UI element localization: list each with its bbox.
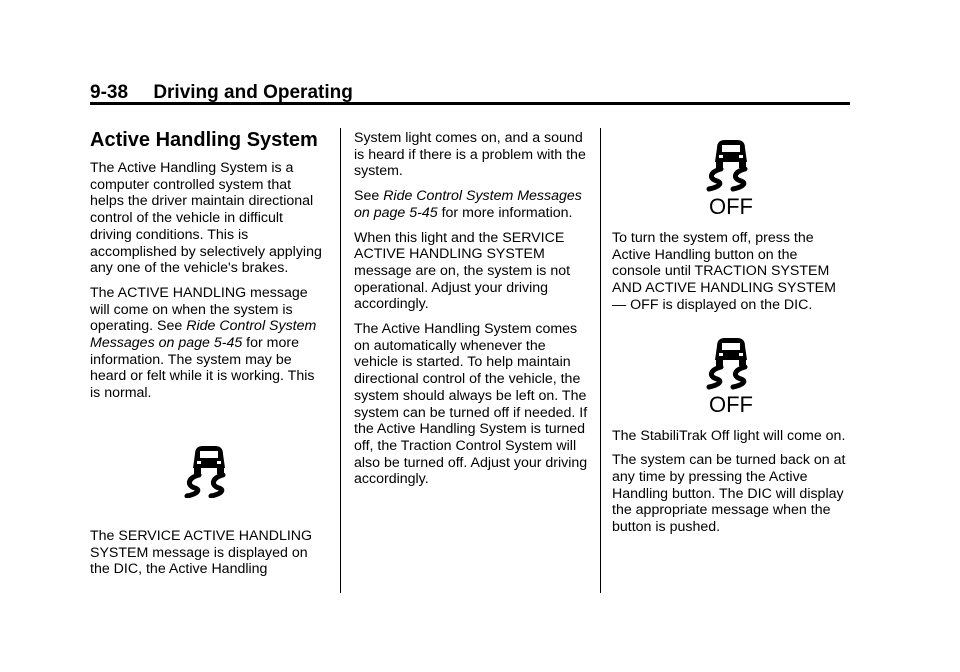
stability-control-icon-box (90, 442, 328, 498)
stability-off-icon-box-2 (612, 334, 850, 414)
paragraph-not-operational: When this light and the SERVICE ACTIVE HANDLING SYSTEM message are on, the system is not operational. Adjust your driving accordingly. (354, 229, 571, 313)
off-label: OFF (709, 194, 753, 216)
column-1 (90, 128, 328, 586)
stability-control-off-icon (704, 334, 758, 414)
column-divider-2 (600, 128, 601, 593)
section-title: Driving and Operating (153, 82, 353, 103)
paragraph-turn-back-on: The system can be turned back on at any time by pressing the Active Handling button. The DIC will display the appropriate message when the button is pushed. (612, 452, 846, 536)
stability-control-off-icon (704, 136, 758, 216)
column-3 (612, 130, 850, 544)
cross-reference-link[interactable]: Ride Control System Messages on page 5-45 (90, 318, 317, 352)
off-label: OFF (709, 391, 753, 414)
stability-off-icon-box-1 (612, 136, 850, 216)
column-2 (354, 130, 592, 496)
stability-control-icon (183, 442, 235, 498)
header-rule (90, 102, 850, 105)
paragraph-intro: The Active Handling System is a computer controlled system that helps the driver maintain directional control of the vehicle in difficult driving conditions. This is accomplished by selectively applying any one of the vehicle's brakes. (90, 160, 322, 277)
cross-reference-link[interactable]: Ride Control System Messages on page 5-45 (354, 188, 582, 221)
paragraph-turn-off: To turn the system off, press the Active Handling button on the console until TRACTION SYSTEM AND ACTIVE HANDLING SYSTEM — OFF is displayed on the DIC. (612, 230, 836, 313)
paragraph-see-reference: See Ride Control System Messages on page 5-45 for more information. (354, 188, 582, 221)
column-divider-1 (340, 128, 341, 593)
paragraph-stabilitrak-off: The StabiliTrak Off light will come on. (612, 427, 846, 444)
section-heading: Active Handling System (90, 129, 318, 151)
paragraph-service-message: The SERVICE ACTIVE HANDLING SYSTEM message is displayed on the DIC, the Active Handling (90, 527, 313, 578)
paragraph-active-handling-message: The ACTIVE HANDLING message will come on when the system is operating. See Ride Control System Messages on page 5-45 for more information. The system may be heard or felt while it is working. This is normal. (90, 284, 317, 402)
paragraph-automatic-on: The Active Handling System comes on automatically whenever the vehicle is started. To help maintain directional control of the vehicle, the system should always be left on. The system can be turned off if needed. If the Active Handling System is turned off, the Traction Control System will also be turned off. Adjust your driving accordingly. (354, 321, 588, 488)
page-header (90, 82, 353, 104)
page-number: 9-38 (90, 82, 129, 103)
paragraph-system-light: System light comes on, and a sound is heard if there is a problem with the system. (354, 130, 586, 180)
